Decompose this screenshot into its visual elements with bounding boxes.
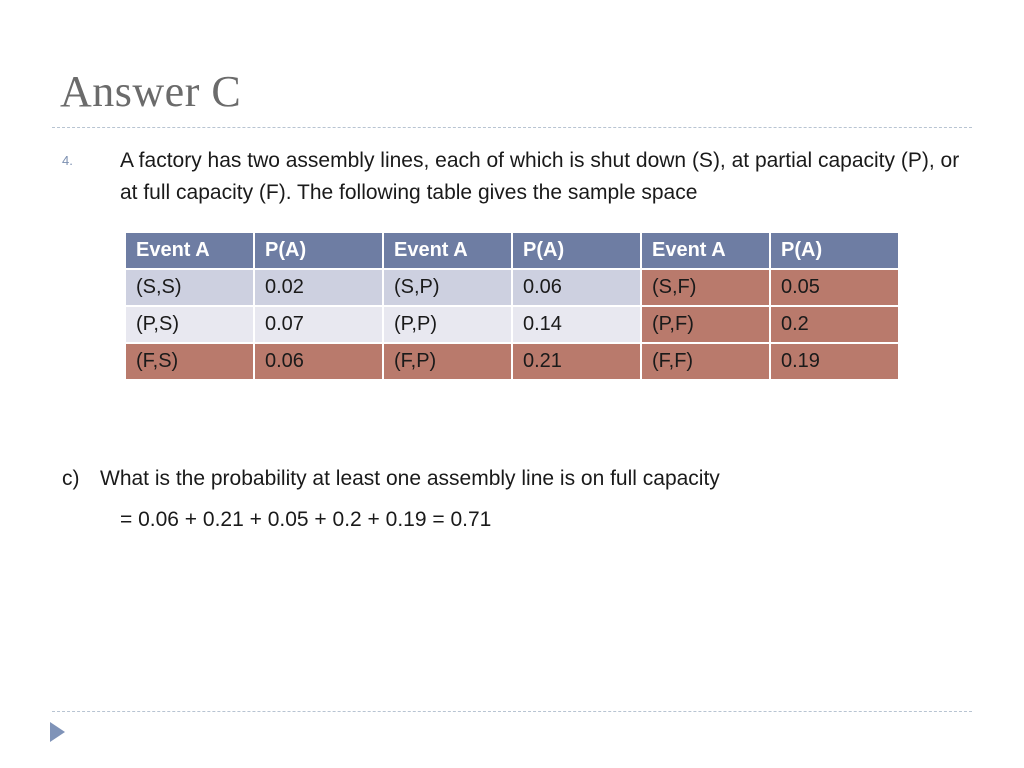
- table-cell-highlighted: (F,F): [641, 343, 770, 380]
- question-letter: c): [62, 467, 80, 490]
- table-cell-highlighted: (S,F): [641, 269, 770, 306]
- table-cell-highlighted: 0.19: [770, 343, 899, 380]
- list-number: 4.: [62, 153, 73, 168]
- table-cell: 0.07: [254, 306, 383, 343]
- table-cell-highlighted: 0.06: [254, 343, 383, 380]
- play-triangle-icon[interactable]: [50, 722, 65, 742]
- table-row: [125, 306, 899, 343]
- table-row: [125, 269, 899, 306]
- header-probability: P(A): [254, 232, 383, 269]
- table-cell-highlighted: (F,S): [125, 343, 254, 380]
- header-probability: P(A): [770, 232, 899, 269]
- table-cell: (P,S): [125, 306, 254, 343]
- table-cell-highlighted: (F,P): [383, 343, 512, 380]
- header-event-a: Event A: [383, 232, 512, 269]
- sample-space-table: [124, 231, 900, 381]
- table-cell: 0.06: [512, 269, 641, 306]
- table-cell: (P,P): [383, 306, 512, 343]
- table-cell: 0.14: [512, 306, 641, 343]
- table-cell-highlighted: 0.05: [770, 269, 899, 306]
- question-c: [62, 464, 720, 494]
- table-row: [125, 343, 899, 380]
- title-divider: [52, 127, 972, 128]
- table-cell-highlighted: 0.2: [770, 306, 899, 343]
- header-probability: P(A): [512, 232, 641, 269]
- slide-title: Answer C: [60, 67, 242, 116]
- table-cell-highlighted: 0.21: [512, 343, 641, 380]
- footer-divider: [52, 711, 972, 712]
- table-header-row: [125, 232, 899, 269]
- table-cell: 0.02: [254, 269, 383, 306]
- problem-statement: A factory has two assembly lines, each of which is shut down (S), at partial capacity (P), or at full capacity (F). The following table gives the sample space: [120, 149, 960, 204]
- header-event-a: Event A: [125, 232, 254, 269]
- question-text: What is the probability at least one assembly line is on full capacity: [100, 467, 720, 490]
- header-event-a: Event A: [641, 232, 770, 269]
- table-cell: (S,P): [383, 269, 512, 306]
- table-cell-highlighted: (P,F): [641, 306, 770, 343]
- table-cell: (S,S): [125, 269, 254, 306]
- answer-calculation: = 0.06 + 0.21 + 0.05 + 0.2 + 0.19 = 0.71: [120, 508, 492, 531]
